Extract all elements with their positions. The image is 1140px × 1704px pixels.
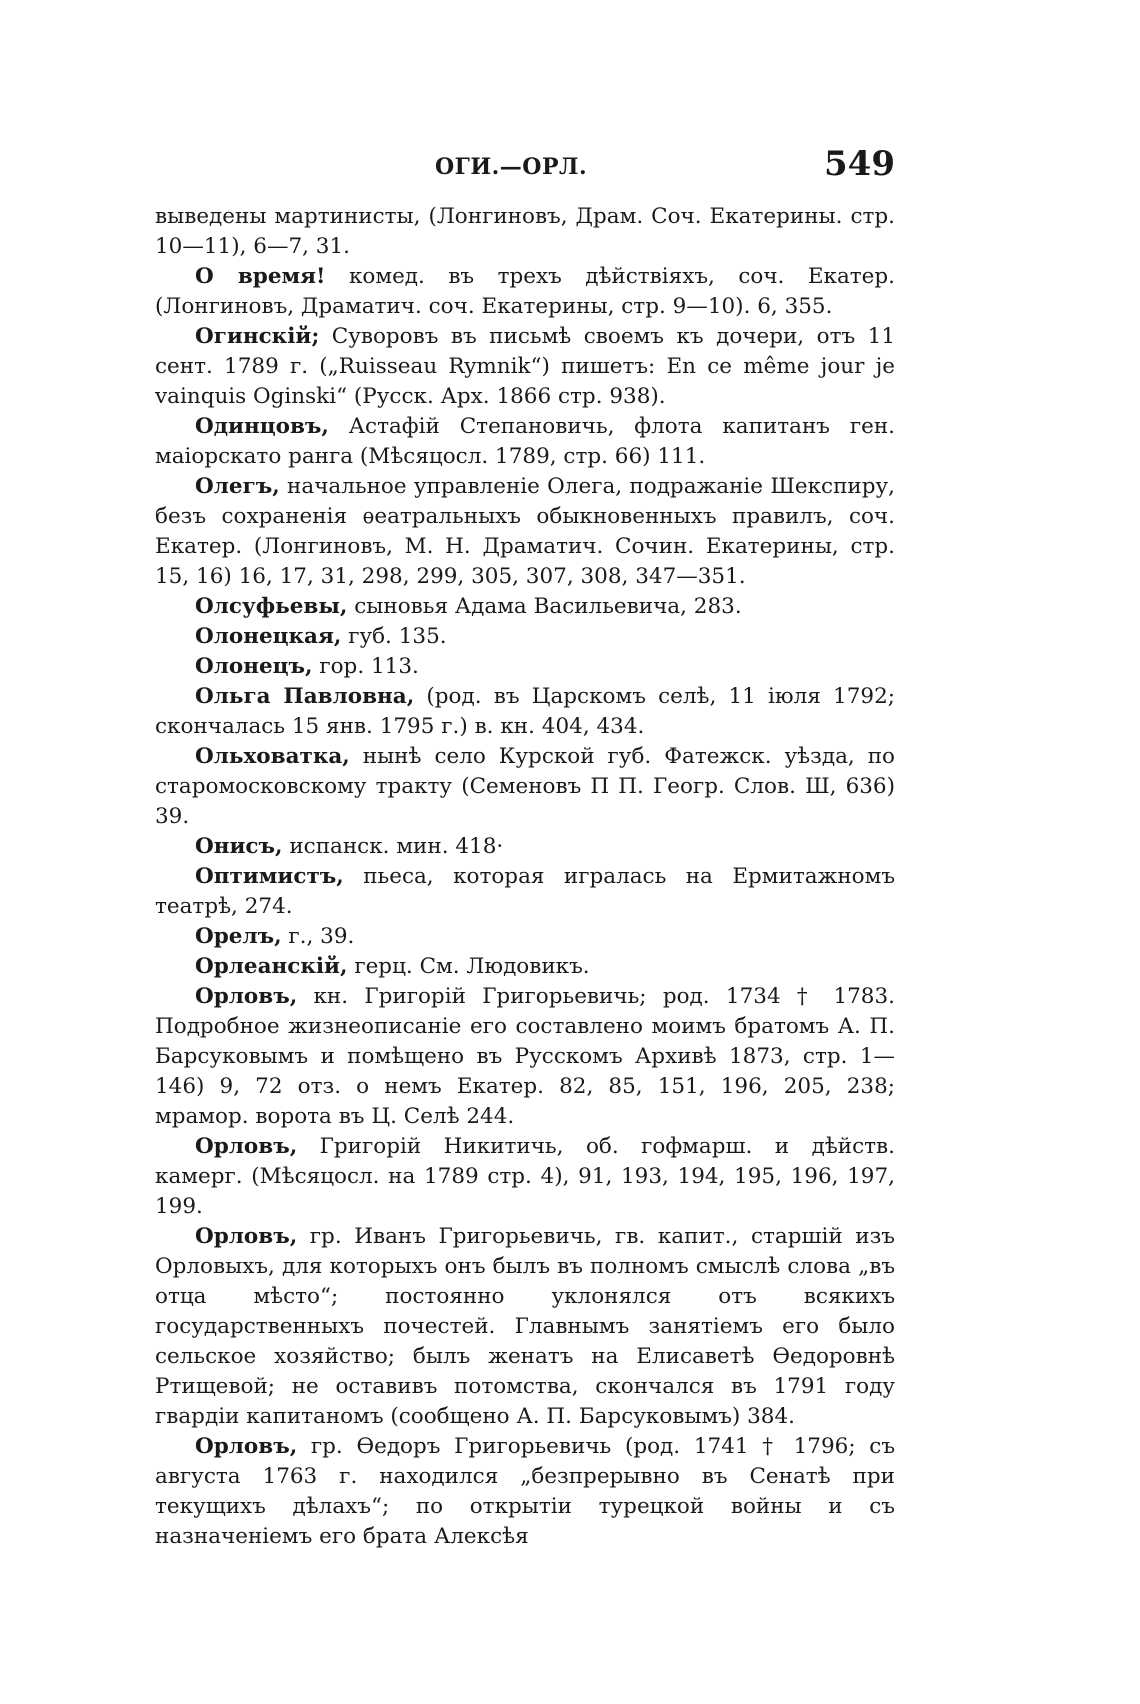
entry-headword: Ольга Павловна,: [195, 684, 415, 709]
entry-headword: Онисъ,: [195, 834, 283, 859]
entry-text: гор. 113.: [312, 654, 419, 679]
entry-headword: Олегъ,: [195, 474, 280, 499]
entry-text: (род. въ Царскомъ селѣ, 11 іюля 1792; скончалась 15 янв. 1795 г.) в. кн. 404, 434.: [155, 684, 895, 739]
entry-text: начальное управленіе Олега, подражаніе Шекспиру, безъ сохраненія ѳеатральныхъ обыкновенныхъ правилъ, соч. Екатер. (Лонгиновъ, М. Н. Драматич. Сочин. Екатерины, стр. 15, 16) 16, 17, 31, 298, 299, 305, 307, 308, 347—351.: [155, 474, 895, 589]
entry-orleansky: [155, 952, 895, 982]
entry-onis: [155, 832, 895, 862]
entry-optimist: [155, 862, 895, 922]
entry-text: выведены мартинисты, (Лонгиновъ, Драм. Соч. Екатерины. стр. 10—11), 6—7, 31.: [155, 204, 895, 259]
entry-headword: Одинцовъ,: [195, 414, 329, 439]
entry-text: сыновья Адама Васильевича, 283.: [347, 594, 742, 619]
entry-continuation: [155, 202, 895, 262]
page-number: 549: [824, 144, 895, 184]
entry-headword: Орловъ,: [195, 1224, 298, 1249]
entry-oleg: [155, 472, 895, 592]
entry-orlov-grigory-grigorievich: [155, 982, 895, 1132]
entry-text: Суворовъ въ письмѣ своемъ къ дочери, отъ 11 сент. 1789 г. („Ruisseau Rymnik“) пишетъ: En ce même jour je vainquis Oginski“ (Русск. Арх. 1866 стр. 938).: [155, 324, 895, 409]
entry-text: Астафій Степановичь, флота капитанъ ген. маіорскато ранга (Мѣсяцосл. 1789, стр. 66) 111.: [155, 414, 895, 469]
entry-olsufievy: [155, 592, 895, 622]
entry-text: губ. 135.: [341, 624, 447, 649]
entry-text: гр. Иванъ Григорьевичь, гв. капит., старшій изъ Орловыхъ, для которыхъ онъ былъ въ полномъ смыслѣ слова „въ отца мѣсто“; постоянно уклонялся отъ всякихъ государственныхъ почестей. Главнымъ занятіемъ его было сельское хозяйство; былъ женатъ на Елисаветѣ Ѳедоровнѣ Ртищевой; не оставивъ потомства, скончался въ 1791 году гвардіи капитаномъ (сообщено А. П. Барсуковымъ) 384.: [155, 1224, 895, 1429]
entry-text: испанск. мин. 418·: [282, 834, 504, 859]
entry-oginsky: [155, 322, 895, 412]
entry-text: Григорій Никитичь, об. гофмарш. и дѣйств. камерг. (Мѣсяцосл. на 1789 стр. 4), 91, 193, 194, 195, 196, 197, 199.: [155, 1134, 895, 1219]
entry-headword: Олсуфьевы,: [195, 594, 348, 619]
entry-headword: Ольховатка,: [195, 744, 350, 769]
entry-orlov-fedor: [155, 1432, 895, 1552]
entry-headword: Олонецкая,: [195, 624, 342, 649]
running-head: ОГИ.—ОРЛ.: [435, 154, 588, 180]
entry-olonets: [155, 652, 895, 682]
entry-orel: [155, 922, 895, 952]
entry-odintsov: [155, 412, 895, 472]
entry-orlov-ivan: [155, 1222, 895, 1432]
entry-headword: Орловъ,: [195, 984, 298, 1009]
entry-headword: Орловъ,: [195, 1134, 298, 1159]
entry-o-vremya: [155, 262, 895, 322]
entry-olga-pavlovna: [155, 682, 895, 742]
entry-olkhovatka: [155, 742, 895, 832]
page-header: [155, 140, 895, 190]
entry-olonetskaya: [155, 622, 895, 652]
entry-orlov-grigory-nikitich: [155, 1132, 895, 1222]
entry-headword: О время!: [195, 264, 326, 289]
entry-text: пьеса, которая игралась на Ермитажномъ театрѣ, 274.: [155, 864, 895, 919]
entry-headword: Олонецъ,: [195, 654, 313, 679]
entry-text: г., 39.: [281, 924, 355, 949]
entry-headword: Орловъ,: [195, 1434, 298, 1459]
entry-text: гр. Ѳедоръ Григорьевичь (род. 1741 † 1796; съ августа 1763 г. находился „безпрерывно въ Сенатѣ при текущихъ дѣлахъ“; по открытіи турецкой войны и съ назначеніемъ его брата Алексѣя: [155, 1434, 895, 1549]
entry-headword: Огинскій;: [195, 324, 320, 349]
entry-headword: Орелъ,: [195, 924, 282, 949]
entry-text: герц. См. Людовикъ.: [347, 954, 590, 979]
entry-headword: Оптимистъ,: [195, 864, 344, 889]
entry-text: кн. Григорій Григорьевичь; род. 1734 † 1783. Подробное жизнеописаніе его составлено моимъ братомъ А. П. Барсуковымъ и помѣщено въ Русскомъ Архивѣ 1873, стр. 1—146) 9, 72 отз. о немъ Екатер. 82, 85, 151, 196, 205, 238; мрамор. ворота въ Ц. Селѣ 244.: [155, 984, 895, 1129]
page-body: [155, 202, 895, 1552]
entry-headword: Орлеанскій,: [195, 954, 348, 979]
entry-text: комед. въ трехъ дѣйствіяхъ, соч. Екатер. (Лонгиновъ, Драматич. соч. Екатерины, стр. 9—10). 6, 355.: [155, 264, 895, 319]
entry-text: нынѣ село Курской губ. Фатежск. уѣзда, по старомосковскому тракту (Семеновъ П П. Геогр. Слов. Ш, 636) 39.: [155, 744, 895, 829]
book-page: [155, 140, 895, 1552]
